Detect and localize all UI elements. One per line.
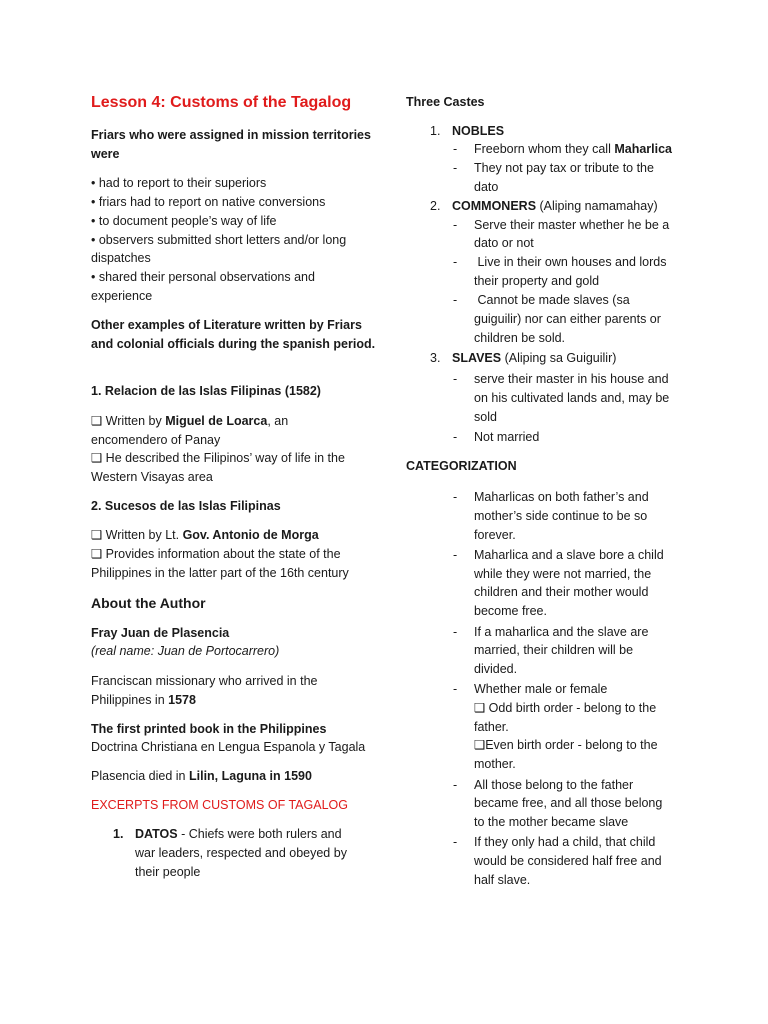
dash-marker: - <box>453 490 458 504</box>
category-item-continuation: became free, and all those belong <box>474 796 663 810</box>
sucesos-line: Philippines in the latter part of the 16th century <box>91 566 349 580</box>
nobles-item: Freeborn whom they call Maharlica <box>474 142 673 156</box>
commoners-item-continuation: their property and gold <box>474 274 600 288</box>
relacion-heading: 1. Relacion de las Islas Filipinas (1582) <box>91 384 321 398</box>
bullet-item: • friars had to report on native conversions <box>91 195 326 209</box>
list-number: 1. <box>113 827 124 841</box>
category-item-continuation: forever. <box>474 528 516 542</box>
death-info: Plasencia died in Lilin, Laguna in 1590 <box>91 769 312 783</box>
excerpts-heading: EXCERPTS FROM CUSTOMS OF TAGALOG <box>91 798 348 812</box>
category-item: If they only had a child, that child <box>474 835 656 849</box>
category-item: Maharlicas on both father’s and <box>474 490 649 504</box>
category-item-continuation: become free. <box>474 604 547 618</box>
author-name: Miguel de Loarca <box>165 414 268 428</box>
slaves-heading: SLAVES (Aliping sa Guiguilir) <box>452 351 617 365</box>
commoners-item: Cannot be made slaves (sa <box>474 293 630 307</box>
dash-marker: - <box>453 682 458 696</box>
list-number: 1. <box>430 124 441 138</box>
category-item-continuation: father. <box>474 720 509 734</box>
slaves-item: Not married <box>474 430 540 444</box>
author-real-name: (real name: Juan de Portocarrero) <box>91 644 280 658</box>
slaves-term: SLAVES <box>452 351 502 365</box>
category-item: All those belong to the father <box>474 778 634 792</box>
bullet-item-continuation: dispatches <box>91 251 151 265</box>
sucesos-heading: 2. Sucesos de las Islas Filipinas <box>91 499 281 513</box>
category-item-continuation: divided. <box>474 662 518 676</box>
commoners-item-continuation: guiguilir) nor can either parents or <box>474 312 661 326</box>
dash-marker: - <box>453 161 458 175</box>
datos-line2: war leaders, respected and obeyed by <box>135 846 347 860</box>
category-item-continuation: while they were not married, the <box>474 567 652 581</box>
bullet-item: • to document people’s way of life <box>91 214 277 228</box>
friars-heading-line2: were <box>91 147 120 161</box>
page-title: Lesson 4: Customs of the Tagalog <box>91 94 352 111</box>
category-item: Maharlica and a slave bore a child <box>474 548 664 562</box>
arrival-year: 1578 <box>168 693 196 707</box>
dash-marker: - <box>453 778 458 792</box>
nobles-item: They not pay tax or tribute to the <box>474 161 654 175</box>
nobles-term: NOBLES <box>452 124 505 138</box>
bullet-item: • had to report to their superiors <box>91 176 267 190</box>
category-item: Whether male or female <box>474 682 608 696</box>
author-name: Fray Juan de Plasencia <box>91 626 230 640</box>
bullet-item-continuation: experience <box>91 289 153 303</box>
category-item-continuation: children and their mother would <box>474 585 649 599</box>
bullet-item: • observers submitted short letters and/or long <box>91 233 347 247</box>
checkbox-line: ❑ Odd birth order - belong to the <box>474 701 657 715</box>
commoners-item: Serve their master whether he be a <box>474 218 670 232</box>
list-number: 2. <box>430 199 441 213</box>
other-examples-line2: and colonial officials during the spanish period. <box>91 337 376 351</box>
checkbox-line: ❑Even birth order - belong to the <box>474 738 658 752</box>
commoners-heading: COMMONERS (Aliping namamahay) <box>452 199 658 213</box>
dash-marker: - <box>453 218 458 232</box>
three-castes-heading: Three Castes <box>406 95 485 109</box>
first-book-title: Doctrina Christiana en Lengua Espanola y Tagala <box>91 740 366 754</box>
commoners-item-continuation: dato or not <box>474 236 534 250</box>
relacion-line: Western Visayas area <box>91 470 213 484</box>
sucesos-written-by: ❑ Written by Lt. Gov. Antonio de Morga <box>91 528 319 542</box>
dash-marker: - <box>453 255 458 269</box>
commoners-term: COMMONERS <box>452 199 537 213</box>
franciscan-line2: Philippines in 1578 <box>91 693 196 707</box>
bullet-item: • shared their personal observations and <box>91 270 315 284</box>
commoners-item: Live in their own houses and lords <box>474 255 667 269</box>
category-item-continuation: to the mother became slave <box>474 815 629 829</box>
dash-marker: - <box>453 835 458 849</box>
category-item-continuation: married, their children will be <box>474 643 634 657</box>
maharlica-term: Maharlica <box>614 142 673 156</box>
commoners-item-continuation: children be sold. <box>474 331 566 345</box>
relacion-line: ❑ He described the Filipinos’ way of life in the <box>91 451 345 465</box>
datos-term: DATOS <box>135 827 178 841</box>
category-item-continuation: would be considered half free and <box>474 854 662 868</box>
category-item: If a maharlica and the slave are <box>474 625 649 639</box>
first-book-heading: The first printed book in the Philippines <box>91 722 327 736</box>
franciscan-line1: Franciscan missionary who arrived in the <box>91 674 318 688</box>
list-number: 3. <box>430 351 441 365</box>
slaves-item: serve their master in his house and <box>474 372 669 386</box>
dash-marker: - <box>453 625 458 639</box>
other-examples-line1: Other examples of Literature written by Friars <box>91 318 362 332</box>
datos-line3: their people <box>135 865 201 879</box>
slaves-item-continuation: on his cultivated lands and, may be <box>474 391 670 405</box>
slaves-item-continuation: sold <box>474 410 497 424</box>
dash-marker: - <box>453 430 458 444</box>
author-name: Gov. Antonio de Morga <box>182 528 319 542</box>
datos-line1: DATOS - Chiefs were both rulers and <box>135 827 342 841</box>
dash-marker: - <box>453 372 458 386</box>
relacion-line: encomendero of Panay <box>91 433 221 447</box>
friars-heading-line1: Friars who were assigned in mission territories <box>91 128 371 142</box>
nobles-item-continuation: dato <box>474 180 499 194</box>
sucesos-line: ❑ Provides information about the state of the <box>91 547 341 561</box>
category-item-continuation: mother. <box>474 757 516 771</box>
dash-marker: - <box>453 293 458 307</box>
dash-marker: - <box>453 142 458 156</box>
categorization-heading: CATEGORIZATION <box>406 459 517 473</box>
death-place: Lilin, Laguna in 1590 <box>188 769 312 783</box>
category-item-continuation: mother’s side continue to be so <box>474 509 648 523</box>
about-author-heading: About the Author <box>91 595 206 611</box>
category-item-continuation: half slave. <box>474 873 531 887</box>
relacion-written-by: ❑ Written by Miguel de Loarca, an <box>91 414 289 428</box>
dash-marker: - <box>453 548 458 562</box>
